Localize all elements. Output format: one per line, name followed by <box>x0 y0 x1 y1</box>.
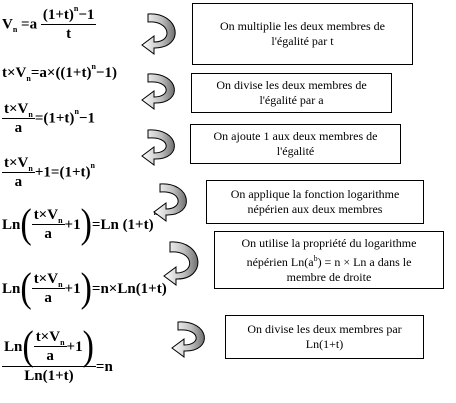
exponent-n: n <box>91 62 96 71</box>
equals: = <box>50 164 60 181</box>
denominator-a: a <box>14 174 23 190</box>
step-line: l'égalité par t <box>271 34 334 48</box>
outer-fraction <box>2 324 96 384</box>
subscript-n: n <box>28 110 33 119</box>
step-line: l'égalité par a <box>259 93 324 107</box>
one-plus-t: (1+t) <box>42 7 74 23</box>
equation-3 <box>2 102 95 136</box>
step-box-4 <box>206 180 424 224</box>
step-line: On utilise la propriété du logarithme <box>241 235 417 250</box>
equals: = <box>21 16 30 33</box>
t-times-v: t×V <box>35 329 61 345</box>
step-box-3 <box>190 124 401 164</box>
curved-arrow-icon <box>170 318 214 360</box>
t-times-v: t×V <box>33 207 59 223</box>
curved-arrow-icon <box>140 8 184 58</box>
fraction <box>32 272 65 306</box>
subscript-n: n <box>28 164 33 173</box>
curved-arrow-icon <box>152 180 196 226</box>
t-times-v: t×V <box>4 155 29 171</box>
equation-6 <box>2 266 167 311</box>
exponent-n: n <box>74 107 79 117</box>
fraction <box>2 156 35 190</box>
equals: = <box>34 110 44 127</box>
a-times-one-plus-t: a×((1+t) <box>39 65 92 81</box>
step-line: népérien $Ln(a^b) = n \times Ln$ a dans le <box>246 253 412 269</box>
one-plus-t: (1+t) <box>59 164 91 181</box>
subscript-n: n <box>58 216 63 225</box>
step-line: membre de droite <box>286 269 372 284</box>
fraction <box>32 208 65 242</box>
equals: = <box>30 65 40 81</box>
right-paren: ) <box>82 324 94 369</box>
equals-n: =n <box>95 358 113 375</box>
denominator-ln-one-plus-t: Ln(1+t) <box>24 368 74 384</box>
symbol-a: a <box>29 16 38 33</box>
curved-arrow-icon <box>162 238 208 292</box>
t-times-v: t×V <box>2 65 27 81</box>
denominator-a: a <box>14 120 23 136</box>
minus-one: −1 <box>78 110 95 127</box>
subscript-n: n <box>60 338 65 347</box>
step-line: népérien aux deux membres <box>247 202 383 216</box>
step-line: l'égalité <box>276 144 315 158</box>
right-paren: ) <box>80 266 92 311</box>
subscript-n: n <box>12 25 18 35</box>
plus-one: +1 <box>34 164 51 181</box>
equation-4 <box>2 156 95 190</box>
denominator-a: a <box>44 290 52 306</box>
step-line: On divise les deux membres de <box>216 78 367 92</box>
curved-arrow-icon <box>140 126 184 168</box>
exponent-n: n <box>73 4 79 13</box>
ln: Ln <box>2 216 21 233</box>
minus-one: −1 <box>78 7 95 23</box>
step-box-2 <box>191 73 392 113</box>
step-line: Ln(1+t) <box>305 337 344 351</box>
ln-one-plus-t: Ln (1+t) <box>100 216 154 233</box>
n-times-ln-one-plus-t: =n×Ln(1+t) <box>91 280 167 297</box>
denominator-a: a <box>44 226 52 242</box>
step-line: On divise les deux membres par <box>247 322 402 336</box>
step-line: On ajoute 1 aux deux membres de <box>213 129 378 143</box>
t-times-v: t×V <box>4 101 29 117</box>
equation-2 <box>2 62 117 83</box>
equation-5 <box>2 202 158 247</box>
minus-one-close: −1) <box>95 65 117 81</box>
fraction <box>2 102 35 136</box>
ln: Ln <box>4 338 23 355</box>
equals: = <box>91 216 101 233</box>
step-line: On applique la fonction logarithme <box>230 187 400 201</box>
plus-one: +1 <box>66 338 83 355</box>
left-paren: ( <box>20 266 32 311</box>
equation-1 <box>2 4 96 42</box>
left-paren: ( <box>22 324 34 369</box>
subscript-n: n <box>26 74 31 83</box>
step-line: On multiplie les deux membres de <box>220 19 385 33</box>
subscript-n: n <box>58 280 63 289</box>
one-plus-t: (1+t) <box>43 110 75 127</box>
right-paren: ) <box>80 202 92 247</box>
denominator-a: a <box>46 348 54 364</box>
curved-arrow-icon <box>140 70 184 112</box>
fraction <box>41 4 97 42</box>
step-box-5 <box>214 231 444 289</box>
t-times-v: t×V <box>33 271 59 287</box>
step-box-6 <box>225 315 424 359</box>
denominator-t: t <box>66 26 72 42</box>
inner-fraction <box>34 330 67 364</box>
plus-one: +1 <box>64 216 81 233</box>
symbol-v: V <box>2 16 13 33</box>
exponent-n: n <box>90 161 95 171</box>
plus-one: +1 <box>64 280 81 297</box>
left-paren: ( <box>20 202 32 247</box>
step-box-1 <box>192 3 413 65</box>
equation-7 <box>2 324 113 384</box>
ln: Ln <box>2 280 21 297</box>
